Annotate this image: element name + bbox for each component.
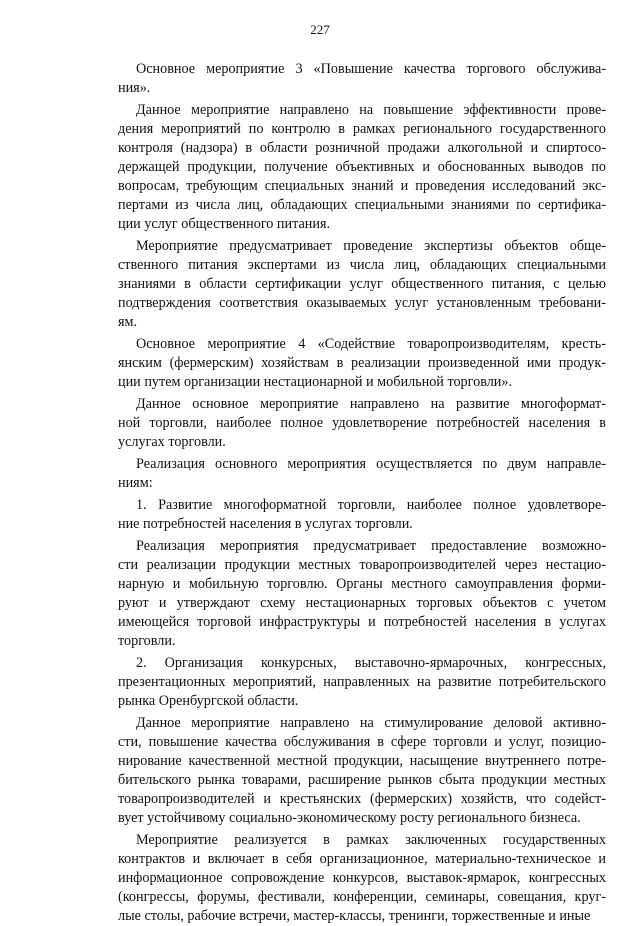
text-line: ния». [118,80,151,96]
paragraph [118,395,606,452]
text-line: нирование качественной местной продукции, насыщение внутреннего потре- [118,753,606,769]
text-line: сти реализации продукции местных товаропроизводителей через нестацио- [118,557,606,573]
text-line: подтверждения соответствия оказываемых услуг установленным требовани- [118,295,606,311]
paragraph [118,537,606,651]
text-line: руют и утверждают схему нестационарных торговых объектов с учетом [118,595,606,611]
text-line: ям. [118,314,138,330]
text-line: Реализация основного мероприятия осуществляется по двум направле- [136,456,606,472]
text-line: знаниями в области сертификации услуг общественного питания, с целью [118,276,606,292]
text-line: услугах торговли. [118,434,226,450]
text-line: Реализация мероприятия предусматривает предоставление возможно- [136,538,606,554]
text-line: ние потребностей населения в услугах торговли. [118,516,413,532]
text-line: торговли. [118,633,176,649]
text-line: ции путем организации нестационарной и мобильной торговли». [118,374,513,390]
paragraph [118,60,606,98]
paragraph [118,714,606,828]
text-line: информационное сопровождение конкурсов, выставок-ярмарок, конгрессных [118,870,606,886]
text-line: сти, повышение качества обслуживания в сфере торговли и услуг, позицио- [118,734,606,750]
paragraph [118,455,606,493]
paragraph [118,237,606,332]
text-line: держащей продукции, получение объективных и обоснованных выводов по [118,159,606,175]
text-line: (конгрессы, форумы, фестивали, конференции, семинары, совещания, круг- [118,889,606,905]
paragraph [118,101,606,234]
text-line: вопросам, требующим специальных знаний и проведения исследований экс- [118,178,606,194]
text-line: имеющейся торговой инфраструктуры и потребностей населения в услугах [118,614,606,630]
text-line: ной торговли, наиболее полное удовлетворение потребностей населения в [118,415,606,431]
text-line: Мероприятие реализуется в рамках заключенных государственных [136,832,606,848]
paragraph [118,654,606,711]
text-line: ниям: [118,475,153,491]
text-line: нарную и мобильную торговлю. Органы местного самоуправления форми- [118,576,606,592]
text-line: дения мероприятий по контролю в рамках регионального государственного [118,121,606,137]
text-line: товаропроизводителей и крестьянских (фермерских) хозяйств, что содейст- [118,791,606,807]
body-text [118,60,606,926]
text-line: контроля (надзора) в области розничной продажи алкогольной и спиртосо- [118,140,606,156]
text-line: контрактов и включает в себя организационное, материально-техническое и [118,851,606,867]
text-line: пертами из числа лиц, обладающих специальными знаниями по сертифика- [118,197,606,213]
paragraph [118,831,606,926]
text-line: янским (фермерским) хозяйствам в реализации произведенной ими продук- [118,355,606,371]
paragraph [118,496,606,534]
text-line: презентационных мероприятий, направленных на развитие потребительского [118,674,606,690]
text-line: лые столы, рабочие встречи, мастер-классы, тренинги, торжественные и иные [118,908,591,924]
text-line: 2. Организация конкурсных, выставочно-ярмарочных, конгрессных, [136,655,606,671]
text-line: Данное мероприятие направлено на стимулирование деловой активно- [136,715,606,731]
paragraph [118,335,606,392]
text-line: Основное мероприятие 3 «Повышение качества торгового обслужива- [136,61,606,77]
text-line: ции услуг общественного питания. [118,216,331,232]
text-line: 1. Развитие многоформатной торговли, наиболее полное удовлетворе- [136,497,606,513]
page-number: 227 [310,22,330,37]
text-line: Мероприятие предусматривает проведение экспертизы объектов обще- [136,238,606,254]
text-line: Данное мероприятие направлено на повышение эффективности прове- [136,102,606,118]
text-line: Данное основное мероприятие направлено на развитие многоформат- [136,396,606,412]
text-line: Основное мероприятие 4 «Содействие товаропроизводителям, кресть- [136,336,606,352]
text-line: бительского рынка товарами, расширение рынков сбыта продукции местных [118,772,606,788]
text-line: рынка Оренбургской области. [118,693,299,709]
text-line: ственного питания экспертами из числа лиц, обладающих специальными [118,257,606,273]
text-line: вует устойчивому социально-экономическому росту регионального бизнеса. [118,810,581,826]
